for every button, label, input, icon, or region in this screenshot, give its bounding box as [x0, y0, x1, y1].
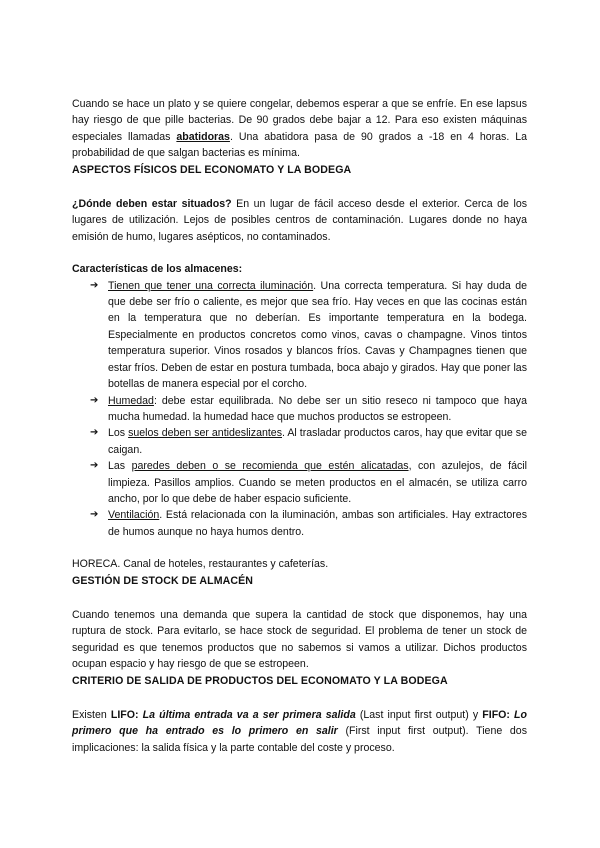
item-text: . Al trasladar productos caros, hay que evitar que se caigan. [108, 427, 527, 456]
list-item [90, 278, 527, 393]
list-item [90, 425, 527, 458]
horeca-paragraph: HORECA. Canal de hoteles, restaurantes y cafeterías. [72, 558, 329, 571]
arrow-right-icon: ➔ [90, 460, 99, 472]
list-item [90, 393, 527, 426]
arrow-right-icon: ➔ [90, 427, 99, 439]
lifo-english: (Last input first output) y [355, 709, 483, 721]
lifo-fifo-paragraph [72, 707, 527, 756]
section-heading-aspectos: ASPECTOS FÍSICOS DEL ECONOMATO Y LA BODEGA [72, 163, 352, 176]
arrow-right-icon: ➔ [90, 394, 99, 406]
fifo-label: FIFO: [482, 709, 510, 721]
item-prefix: Los [108, 427, 129, 440]
location-answer: En un lugar de fácil acceso desde el exterior. Cerca de los lugares de utilización. Lejos de posibles centros de contaminación. Lugares donde no haya emisión de humo, lugares asépticos, no contaminados. [72, 198, 528, 243]
intro-text-2: . Una abatidora pasa de 90 grados a -18 en 4 horas. La probabilidad de que salgan bacterias es mínima. [72, 130, 527, 160]
item-text: . Una correcta temperatura. Si hay duda de que debe ser frío o caliente, es mejor que sea frío. Hay veces en que las cocinas están en la temperatura que no deberían. Es importante temperatura en la bodega. Especialmente en productos concretos como vinos, cavas o champagne. Vinos tintos temperatura superior. Vinos rosados y blancos fríos. Cavas y Champagnes tienen que estar fríos. Deben de estar en postura tumbada, boca abajo y girados. Hay que poner las botellas de manera especial por el corcho. [108, 279, 527, 391]
item-topic: Tienen que tener una correcta iluminación [108, 279, 314, 292]
features-title: Características de los almacenes: [72, 263, 243, 276]
item-text: . Está relacionada con la iluminación, ambas son artificiales. Hay extractores de humos aunque no haya humos dentro. [108, 509, 527, 538]
item-topic: suelos deben ser antideslizantes [128, 427, 282, 440]
item-text: , con azulejos, de fácil limpieza. Pasillos amplios. Cuando se meten productos en el almacén, se utiliza carro ancho, por lo que debe de haber espacio suficiente. [108, 460, 528, 505]
list-item [90, 458, 528, 507]
section-heading-criterio: CRITERIO DE SALIDA DE PRODUCTOS DEL ECONOMATO Y LA BODEGA [72, 674, 448, 687]
existen-text: Existen [72, 709, 111, 721]
intro-paragraph [72, 96, 527, 162]
fifo-english: (First input first output). Tiene dos implicaciones: la salida física y la parte contable del coste y proceso. [72, 725, 528, 754]
location-paragraph [72, 196, 527, 245]
section-heading-stock: GESTIÓN DE STOCK DE ALMACÉN [72, 574, 254, 587]
fifo-description: Lo primero que ha entrado es lo primero en salir [72, 709, 527, 738]
lifo-label: LIFO: [110, 709, 139, 721]
features-list [72, 278, 527, 541]
arrow-right-icon: ➔ [90, 509, 99, 521]
stock-paragraph: Cuando tenemos una demanda que supera la cantidad de stock que disponemos, hay una ruptura de stock. Para evitarlo, se hace stock de seguridad. El problema de tener un stock de seguridad es que tenemos productos que no sabemos si vamos a utilizar. Dichos productos ocupan espacio y hay riesgo de que se estropeen. [72, 608, 527, 671]
item-topic: Humedad [108, 394, 154, 407]
list-item [90, 507, 527, 540]
item-text: : debe estar equilibrada. No debe ser un sitio reseco ni tampoco que haya mucha humedad. la humedad hace que muchos productos se estropeen. [108, 394, 527, 423]
item-prefix: Las [108, 460, 132, 473]
intro-text-1: Cuando se hace un plato y se quiere congelar, debemos esperar a que se enfríe. En ese lapsus hay riesgo de que pille bacterias. De 90 grados debe bajar a 12. Para eso existen máquinas especiales llamadas [72, 98, 527, 143]
document-page [72, 96, 527, 756]
item-topic: paredes deben o se recomienda que estén alicatadas [131, 460, 409, 473]
abatidoras-term: abatidoras [176, 130, 230, 143]
lifo-description: La última entrada va a ser primera salida [138, 709, 356, 721]
item-topic: Ventilación [108, 509, 160, 522]
location-question: ¿Dónde deben estar situados? [72, 198, 232, 211]
arrow-right-icon: ➔ [90, 279, 99, 291]
